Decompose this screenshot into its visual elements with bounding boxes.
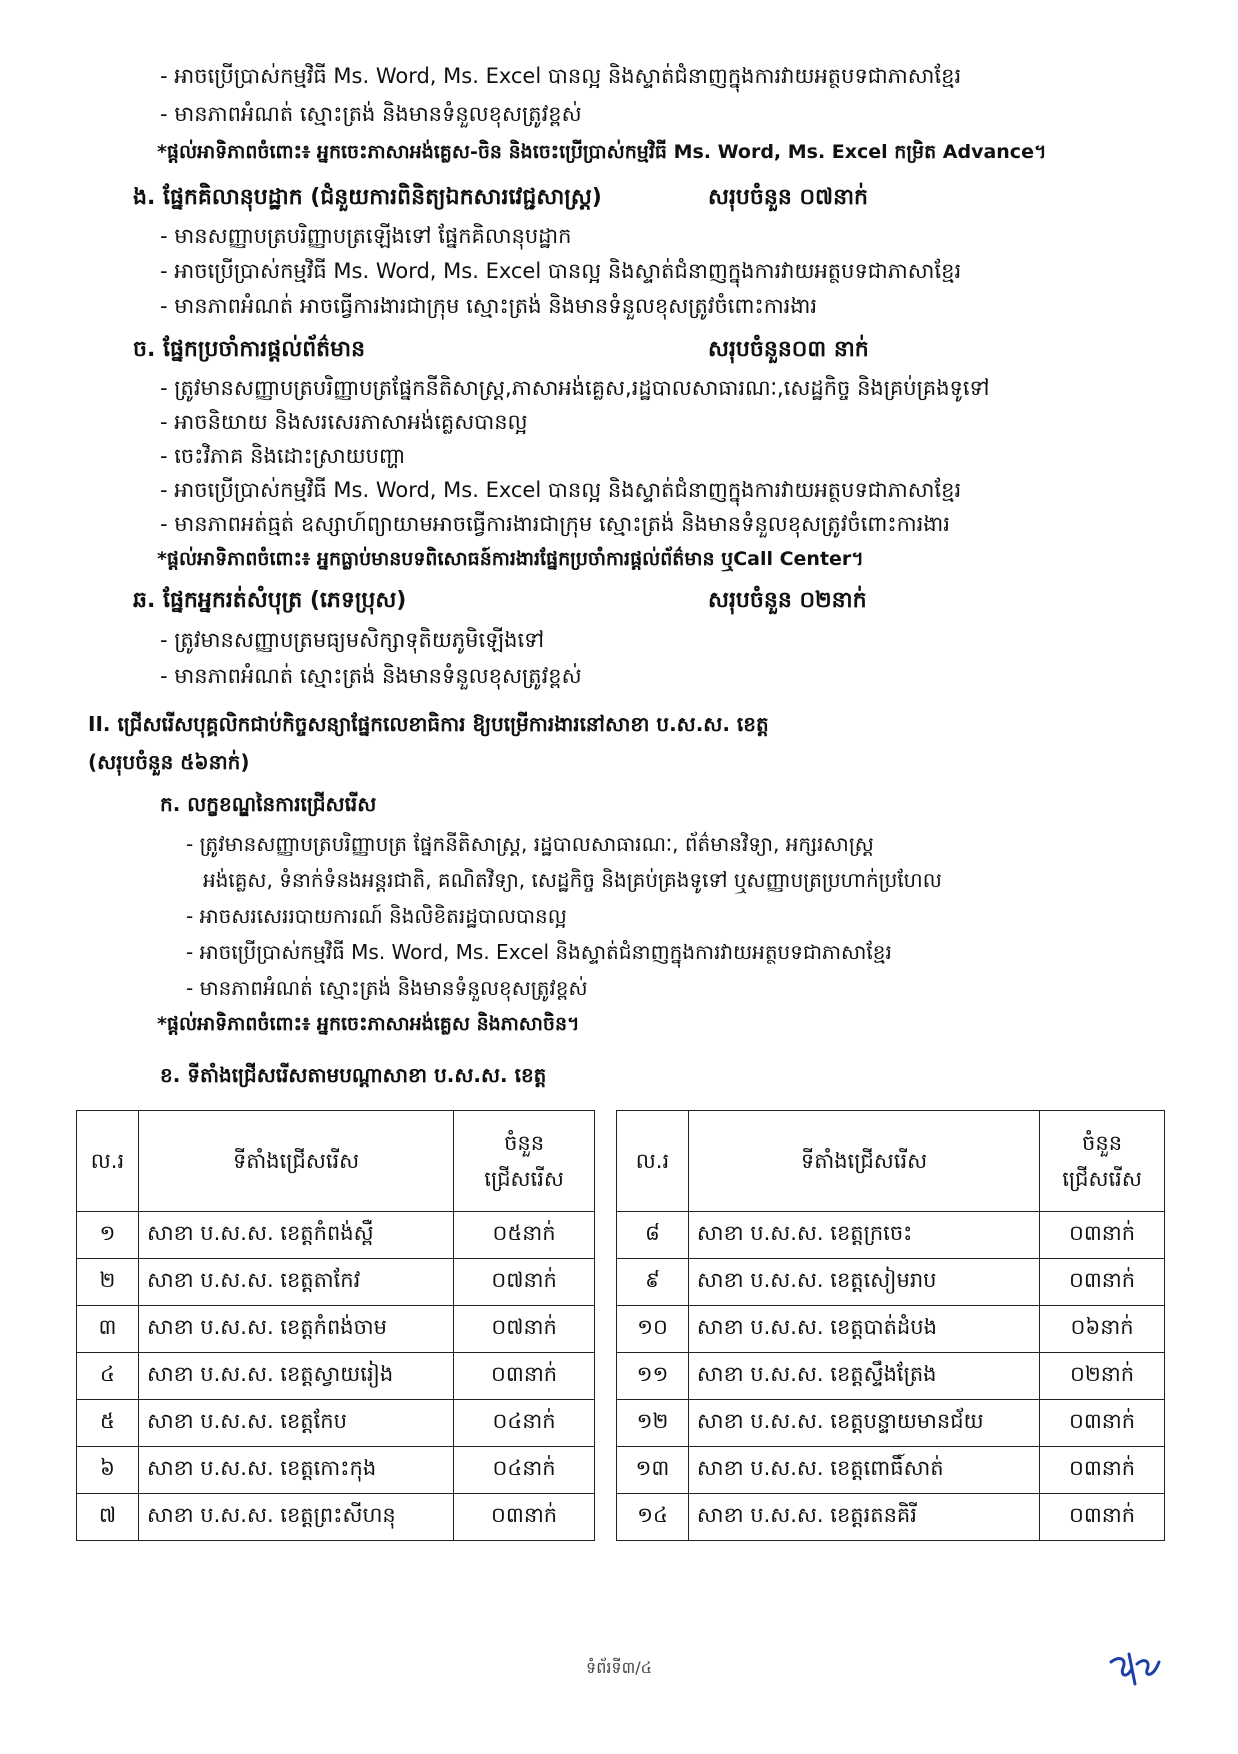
- section-ch-item-2: - អាចនិយាយ និងសរសេរភាសាអង់គ្លេសបានល្អ: [160, 408, 528, 436]
- row-no: ៩: [617, 1259, 689, 1306]
- header-count-line-1: ចំនួន: [1082, 1131, 1123, 1155]
- row-location: សាខា ប.ស.ស. ខេត្តកោះកុង: [138, 1447, 453, 1494]
- table-row: [617, 1306, 1165, 1353]
- section-chh-item-2: - មានភាពអំណត់ ស្មោះត្រង់ និងមានទំនួលខុសត្រូវខ្ពស់: [160, 662, 582, 690]
- row-location: សាខា ប.ស.ស. ខេត្តពោធិ៍សាត់: [688, 1447, 1039, 1494]
- row-location: សាខា ប.ស.ស. ខេត្តស្ទឹងត្រែង: [688, 1353, 1039, 1400]
- locations-table-right: [616, 1110, 1165, 1541]
- row-location: សាខា ប.ស.ស. ខេត្តរតនគិរី: [688, 1494, 1039, 1541]
- row-count: ០៣នាក់: [1040, 1494, 1165, 1541]
- row-location: សាខា ប.ស.ស. ខេត្តតាកែវ: [138, 1259, 453, 1306]
- row-no: ១: [77, 1212, 139, 1259]
- row-count: ០៤នាក់: [454, 1400, 595, 1447]
- row-count: ០៤នាក់: [454, 1447, 595, 1494]
- header-count: [1040, 1111, 1165, 1212]
- table-row: [77, 1400, 595, 1447]
- signature-initials-icon: [1105, 1648, 1165, 1692]
- row-no: ១១: [617, 1353, 689, 1400]
- row-no: ៦: [77, 1447, 139, 1494]
- table-row: [77, 1259, 595, 1306]
- header-location: ទីតាំងជ្រើសរើស: [688, 1111, 1039, 1212]
- locations-title: ខ. ទីតាំងជ្រើសរើសតាមបណ្តាសាខា ប.ស.ស. ខេត្ត: [160, 1063, 547, 1087]
- section-chh-title: ឆ. ផ្នែកអ្នករត់សំបុត្រ (ភេទប្រុស): [133, 588, 407, 613]
- section-ch-count: សរុបចំនួន០៣ នាក់: [708, 337, 869, 362]
- row-no: ៥: [77, 1400, 139, 1447]
- section-ch-item-3: - ចេះវិភាគ និងដោះស្រាយបញ្ហា: [160, 442, 405, 470]
- top-bullet-2: - មានភាពអំណត់ ស្មោះត្រង់ និងមានទំនួលខុសត្រូវខ្ពស់: [160, 100, 582, 128]
- row-count: ០៣នាក់: [454, 1353, 595, 1400]
- table-row: [77, 1353, 595, 1400]
- section-ng-title: ង. ផ្នែកគិលានុបដ្ឋាក (ជំនួយការពិនិត្យឯកសារវេជ្ជសាស្ត្រ): [133, 185, 602, 210]
- table-row: [77, 1494, 595, 1541]
- section-ch-item-1: - ត្រូវមានសញ្ញាបត្របរិញ្ញាបត្រផ្នែកនីតិសាស្ត្រ,ភាសាអង់គ្លេស,រដ្ឋបាលសាធារណៈ,សេដ្ឋកិច្ច និងគ្រប់គ្រងទូទៅ: [160, 374, 990, 402]
- row-count: ០៧នាក់: [454, 1306, 595, 1353]
- section-ng-item-2: - អាចប្រើប្រាស់កម្មវិធី Ms. Word, Ms. Excel បានល្អ និងស្ទាត់ជំនាញក្នុងការវាយអត្ថបទជាភាសាខ្មែរ: [160, 257, 961, 285]
- section-chh-count: សរុបចំនួន ០២នាក់: [708, 588, 867, 613]
- section-ch-title: ច. ផ្នែកប្រចាំការផ្តល់ព័ត៌មាន: [133, 337, 366, 362]
- criteria-item-1: - ត្រូវមានសញ្ញាបត្របរិញ្ញាបត្រ ផ្នែកនីតិសាស្ត្រ, រដ្ឋបាលសាធារណៈ, ព័ត៌មានវិទ្យា, អក្សរសាស្ត្រ: [186, 830, 874, 858]
- row-location: សាខា ប.ស.ស. ខេត្តកែប: [138, 1400, 453, 1447]
- section-ii-priority: *ផ្តល់អាទិភាពចំពោះ៖ អ្នកចេះភាសាអង់គ្លេស និងភាសាចិន។: [157, 1013, 580, 1035]
- section-ii-subtitle: (សរុបចំនួន ៥៦នាក់): [88, 750, 250, 774]
- row-location: សាខា ប.ស.ស. ខេត្តបាត់ដំបង: [688, 1306, 1039, 1353]
- header-count-line-2: ជ្រើសរើស: [1062, 1167, 1142, 1191]
- row-no: ១២: [617, 1400, 689, 1447]
- row-location: សាខា ប.ស.ស. ខេត្តក្រចេះ: [688, 1212, 1039, 1259]
- section-chh-item-1: - ត្រូវមានសញ្ញាបត្រមធ្យមសិក្សាទុតិយភូមិឡើងទៅ: [160, 626, 544, 654]
- table-row: [77, 1212, 595, 1259]
- table-row: [77, 1447, 595, 1494]
- row-no: ១៣: [617, 1447, 689, 1494]
- locations-table-left: [76, 1110, 595, 1541]
- row-location: សាខា ប.ស.ស. ខេត្តកំពង់ចាម: [138, 1306, 453, 1353]
- row-location: សាខា ប.ស.ស. ខេត្តស្វាយរៀង: [138, 1353, 453, 1400]
- row-count: ០៦នាក់: [1040, 1306, 1165, 1353]
- table-row: [617, 1212, 1165, 1259]
- header-no: ល.រ: [77, 1111, 139, 1212]
- section-ch-item-5: - មានភាពអត់ធ្មត់ ឧស្សាហ៍ព្យាយាមអាចធ្វើការងារជាក្រុម ស្មោះត្រង់ និងមានទំនួលខុសត្រូវចំពោះការងារ: [160, 510, 950, 538]
- row-no: ២: [77, 1259, 139, 1306]
- table-row: [617, 1494, 1165, 1541]
- criteria-item-1-cont: អង់គ្លេស, ទំនាក់ទំនងអន្តរជាតិ, គណិតវិទ្យា, សេដ្ឋកិច្ច និងគ្រប់គ្រងទូទៅ ឬសញ្ញាបត្រប្រហាក់ប្រហែល: [203, 868, 942, 892]
- table-header-row: [617, 1111, 1165, 1212]
- row-count: ០៣នាក់: [1040, 1447, 1165, 1494]
- row-location: សាខា ប.ស.ស. ខេត្តបន្ទាយមានជ័យ: [688, 1400, 1039, 1447]
- table-row: [617, 1447, 1165, 1494]
- table-row: [617, 1353, 1165, 1400]
- row-no: ៤: [77, 1353, 139, 1400]
- section-ng-item-3: - មានភាពអំណត់ អាចធ្វើការងារជាក្រុម ស្មោះត្រង់ និងមានទំនួលខុសត្រូវចំពោះការងារ: [160, 292, 817, 320]
- section-ng-item-1: - មានសញ្ញាបត្របរិញ្ញាបត្រឡើងទៅ ផ្នែកគិលានុបដ្ឋាក: [160, 222, 572, 250]
- table-row: [617, 1259, 1165, 1306]
- section-ii-title: II. ជ្រើសរើសបុគ្គលិកជាប់កិច្ចសន្យាផ្នែកលេខាធិការ ឱ្យបម្រើការងារនៅសាខា ប.ស.ស. ខេត្ត: [88, 712, 769, 736]
- section-ng-count: សរុបចំនួន ០៧នាក់: [708, 185, 868, 210]
- row-location: សាខា ប.ស.ស. ខេត្តសៀមរាប: [688, 1259, 1039, 1306]
- row-no: ១០: [617, 1306, 689, 1353]
- section-ch-item-4: - អាចប្រើប្រាស់កម្មវិធី Ms. Word, Ms. Excel បានល្អ និងស្ទាត់ជំនាញក្នុងការវាយអត្ថបទជាភាសាខ្មែរ: [160, 476, 961, 504]
- row-count: ០៣នាក់: [1040, 1259, 1165, 1306]
- header-count: [454, 1111, 595, 1212]
- table-header-row: [77, 1111, 595, 1212]
- row-no: ៣: [77, 1306, 139, 1353]
- header-no: ល.រ: [617, 1111, 689, 1212]
- row-count: ០៥នាក់: [454, 1212, 595, 1259]
- criteria-item-4: - មានភាពអំណត់ ស្មោះត្រង់ និងមានទំនួលខុសត្រូវខ្ពស់: [186, 974, 588, 1002]
- table-row: [77, 1306, 595, 1353]
- row-count: ០៣នាក់: [1040, 1400, 1165, 1447]
- table-row: [617, 1400, 1165, 1447]
- top-priority-note: *ផ្តល់អាទិភាពចំពោះ៖ អ្នកចេះភាសាអង់គ្លេស-ចិន និងចេះប្រើប្រាស់កម្មវិធី Ms. Word, Ms. Excel កម្រិត Advance។: [157, 141, 1047, 163]
- row-location: សាខា ប.ស.ស. ខេត្តព្រះសីហនុ: [138, 1494, 453, 1541]
- row-count: ០៧នាក់: [454, 1259, 595, 1306]
- header-count-line-2: ជ្រើសរើស: [484, 1167, 564, 1191]
- row-count: ០៣នាក់: [454, 1494, 595, 1541]
- criteria-title: ក. លក្ខខណ្ឌនៃការជ្រើសរើស: [160, 792, 377, 816]
- row-no: ១៤: [617, 1494, 689, 1541]
- row-no: ៧: [77, 1494, 139, 1541]
- row-count: ០៣នាក់: [1040, 1212, 1165, 1259]
- top-bullet-1: - អាចប្រើប្រាស់កម្មវិធី Ms. Word, Ms. Excel បានល្អ និងស្ទាត់ជំនាញក្នុងការវាយអត្ថបទជាភាសាខ្មែរ: [160, 62, 961, 90]
- row-count: ០២នាក់: [1040, 1353, 1165, 1400]
- row-no: ៨: [617, 1212, 689, 1259]
- section-ch-priority: *ផ្តល់អាទិភាពចំពោះ៖ អ្នកធ្លាប់មានបទពិសោធន៍ការងារផ្នែកប្រចាំការផ្តល់ព័ត៌មាន ឬCall Center។: [157, 548, 864, 570]
- criteria-item-2: - អាចសរសេររបាយការណ៍ និងលិខិតរដ្ឋបាលបានល្អ: [186, 902, 567, 930]
- header-location: ទីតាំងជ្រើសរើស: [138, 1111, 453, 1212]
- page-number: ទំព័រទី៣/៤: [586, 1658, 652, 1677]
- criteria-item-3: - អាចប្រើប្រាស់កម្មវិធី Ms. Word, Ms. Excel និងស្ទាត់ជំនាញក្នុងការវាយអត្ថបទជាភាសាខ្មែរ: [186, 938, 892, 966]
- header-count-line-1: ចំនួន: [504, 1131, 545, 1155]
- row-location: សាខា ប.ស.ស. ខេត្តកំពង់ស្ពឺ: [138, 1212, 453, 1259]
